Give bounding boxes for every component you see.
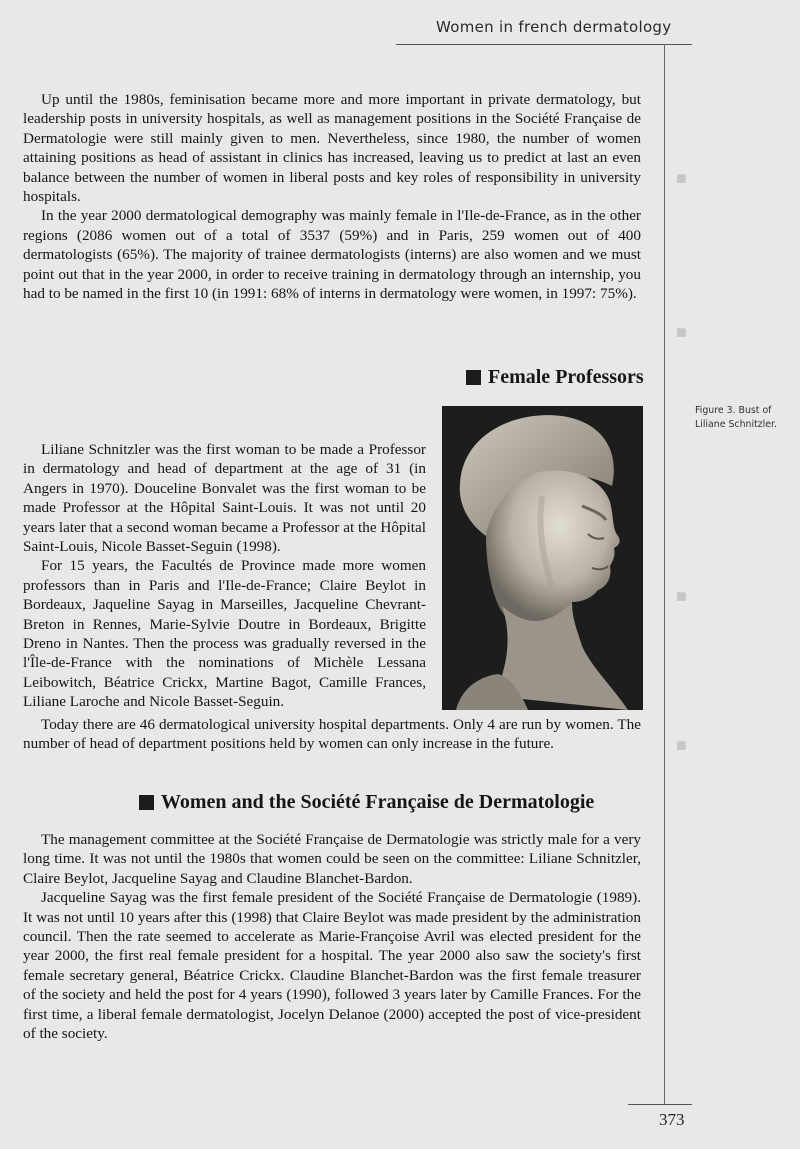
heading-square-icon bbox=[139, 795, 154, 810]
professors-paragraph: For 15 years, the Facultés de Province made more women professors than in Paris and l'Ile-de-France; Claire Beylot in Bordeaux, Jaqueline Sayag in Marseilles, Jacqueline Chevrant-Breton in Rennes, Marie-Sylvie Doutre in Bordeaux, Brigitte Dreno in Nantes. Then the process was gradually reversed in the l'Île-de-France with the nominations of Michèle Lessana Leibowitch, Béatrice Crickx, Martine Bagot, Camille Frances, Liliane Laroche and Nicole Basset-Seguin. bbox=[23, 557, 426, 711]
societe-paragraph: Jacqueline Sayag was the first female president of the Société Française de Dermatologie (1989). It was not until 10 years after this (1998) that Claire Beylot was made president by the administration council. Then the rate seemed to accelerate as Marie-Françoise Avril was elected president for the year 2000, the first real female president for a hospital. The year 2000 also saw the society's first female secretary general, Béatrice Crickx. Claudine Blanchet-Bardon was the first female treasurer of the society and held the post for 4 years (1990), followed 3 years later by Camille Frances. For the first time, a liberal female dermatologist, Jocelyn Delanoe (2000) accepted the post of vice-president of the society. bbox=[23, 889, 641, 1043]
professors-text-full-width bbox=[23, 715, 641, 754]
intro-paragraph: Up until the 1980s, feminisation became more and more important in private dermatology, but leadership posts in university hospitals, as well as management positions in the Société Française de Dermatologie were still mainly given to men. Nevertheless, since 1980, the number of women attaining positions as head of assistant in clinics has increased, leaving us to predict at last an even balance between the number of women in liberal posts and key roles of responsibility in university hospitals. bbox=[23, 91, 641, 206]
intro-text bbox=[23, 90, 641, 303]
heading-text: Female Professors bbox=[488, 366, 644, 388]
show-through-square: ■ bbox=[676, 322, 687, 342]
section-heading-female-professors bbox=[466, 366, 644, 389]
running-header: Women in french dermatology bbox=[436, 18, 672, 36]
bust-illustration bbox=[442, 406, 643, 710]
header-rule bbox=[396, 44, 692, 45]
bust-photograph bbox=[442, 406, 643, 710]
show-through-square: ■ bbox=[676, 168, 687, 188]
show-through-square: ■ bbox=[676, 735, 687, 755]
section-heading-societe bbox=[139, 791, 594, 814]
show-through-square: ■ bbox=[676, 586, 687, 606]
professors-paragraph: Liliane Schnitzler was the first woman to be made a Professor in dermatology and head of department at the age of 31 (in Angers in 1970). Douceline Bonvalet was the first woman to be made Professor at the Hôpital Saint-Louis. It was not until 20 years later that a second woman became a Professor at the Hôpital Saint-Louis, Nicole Basset-Seguin (1998). bbox=[23, 441, 426, 556]
professors-text bbox=[23, 440, 426, 712]
margin-rule bbox=[664, 44, 665, 1104]
societe-text bbox=[23, 830, 641, 1043]
professors-paragraph: Today there are 46 dermatological university hospital departments. Only 4 are run by women. The number of head of department positions held by women can only increase in the future. bbox=[23, 716, 641, 753]
figure-caption: Figure 3. Bust of Liliane Schnitzler. bbox=[695, 405, 778, 430]
societe-paragraph: The management committee at the Société Française de Dermatologie was strictly male for a very long time. It was not until the 1980s that women could be seen on the committee: Liliane Schnitzler, Claire Beylot, Jacqueline Sayag and Claudine Blanchet-Bardon. bbox=[23, 831, 641, 887]
footer-rule bbox=[628, 1104, 692, 1105]
page-number: 373 bbox=[659, 1110, 685, 1129]
heading-square-icon bbox=[466, 370, 481, 385]
heading-text: Women and the Société Française de Dermatologie bbox=[161, 791, 595, 813]
intro-paragraph: In the year 2000 dermatological demography was mainly female in l'Ile-de-France, as in the other regions (2086 women out of a total of 3537 (59%) and in Paris, 259 women out of 400 dermatologists (65%). The majority of trainee dermatologists (interns) are also women and we must point out that in the year 2000, in order to receive training in dermatology through an internship, you had to be named in the first 10 (in 1991: 68% of interns in dermatology were women, in 1997: 75%). bbox=[23, 207, 641, 303]
